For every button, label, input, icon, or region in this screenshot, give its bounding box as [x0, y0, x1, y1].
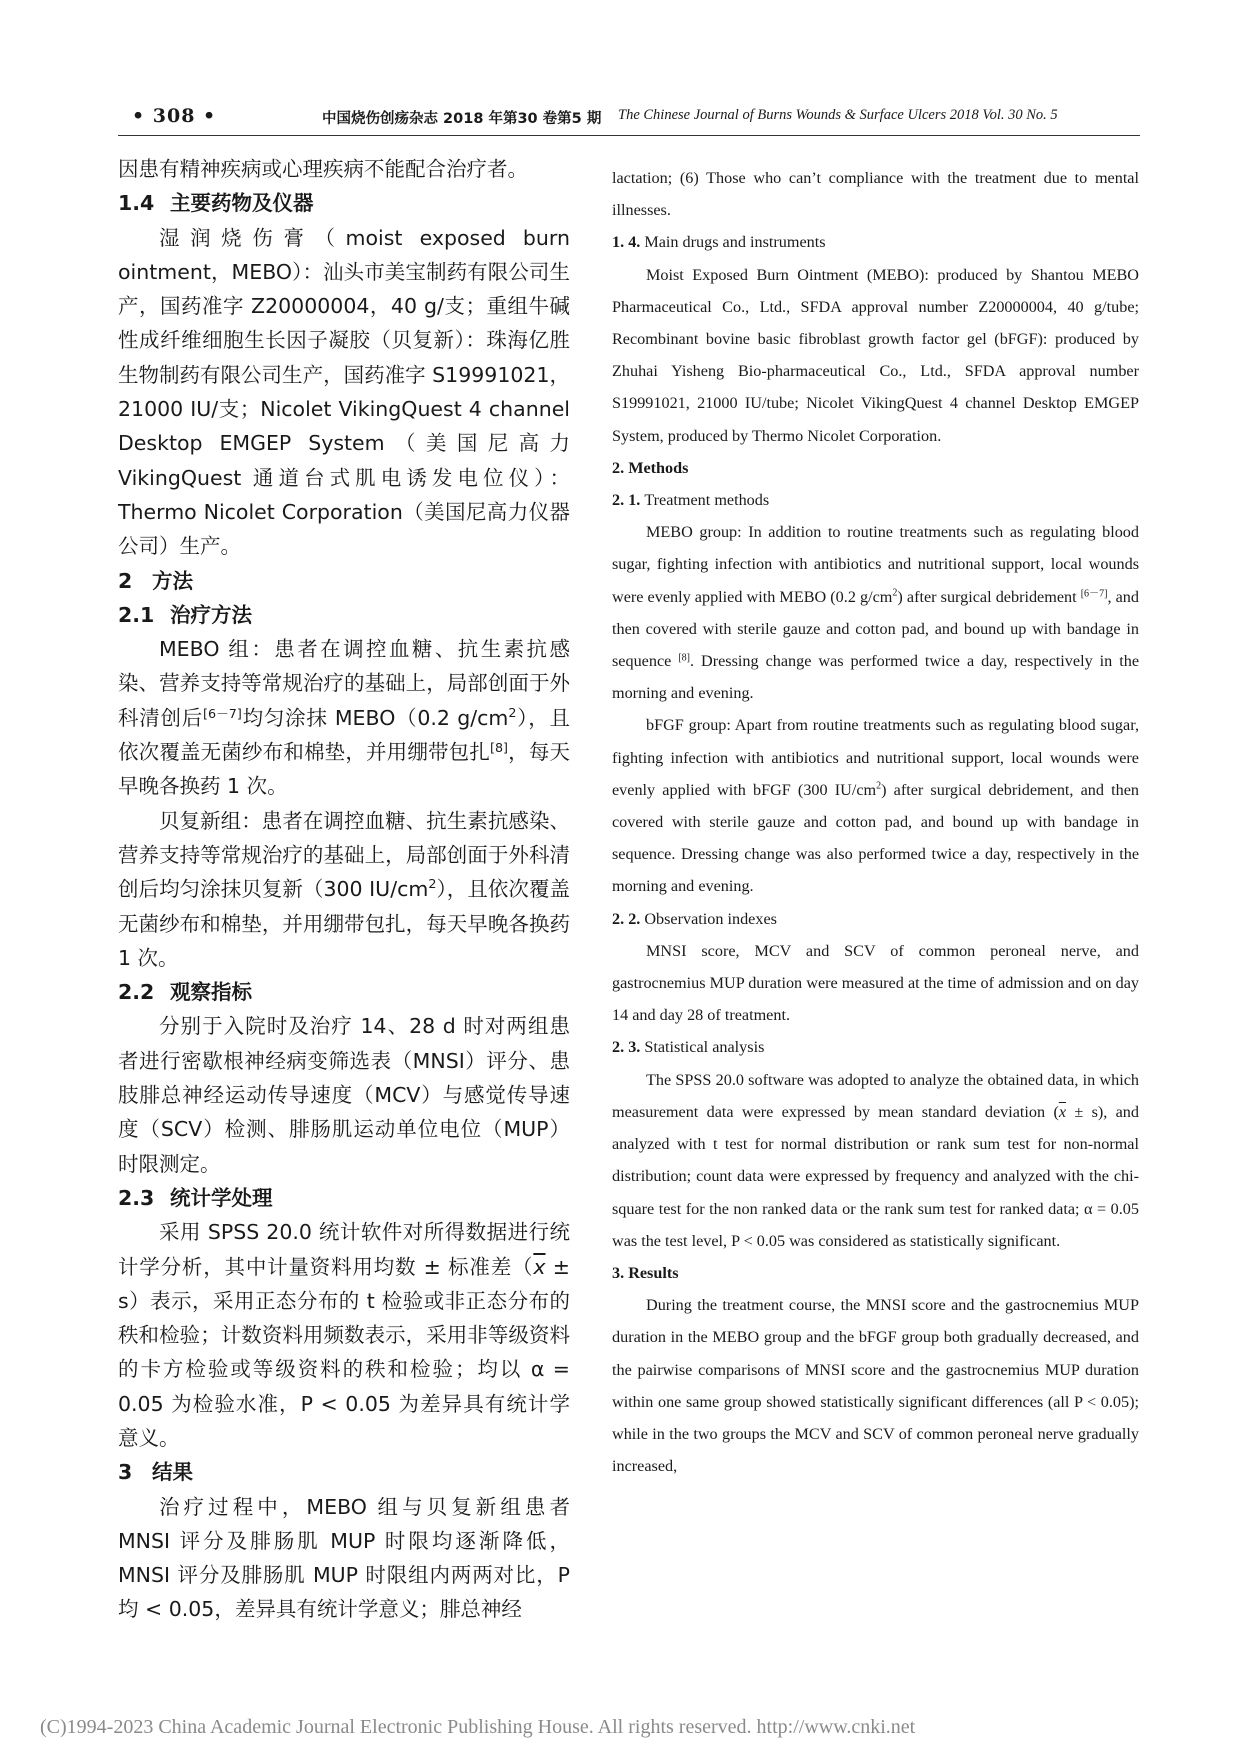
drugs-paragraph: Moist Exposed Burn Ointment (MEBO): produced by Shantou MEBO Pharmaceutical Co., Ltd., SFDA approval number Z20000004, 40 g/tube; Recombinant bovine basic fibroblast growth factor gel (bFGF): produced by Zhuhai Yisheng Bio-pharmaceutical Co., Ltd., SFDA approval number S19991021, 21000 IU/tube; Nicolet VikingQuest 4 channel Desktop EMGEP System, produced by Thermo Nicolet Corporation. — [612, 265, 1139, 445]
section-heading-2-3 — [612, 1031, 1139, 1063]
mebo-group-paragraph — [118, 632, 570, 803]
copyright-footer: (C)1994-2023 China Academic Journal Electronic Publishing House. All rights reserved. http://www.cnki.net — [40, 1716, 916, 1738]
section-heading-2-1 — [612, 484, 1139, 516]
citation: [8] — [678, 652, 691, 664]
superscript: 2 — [876, 780, 882, 792]
section-number: 2.3 — [118, 1185, 155, 1210]
observation-paragraph: 分别于入院时及治疗 14、28 d 时对两组患者进行密歇根神经病变筛选表（MNSI）评分、患肢腓总神经运动传导速度（MCV）与感觉传导速度（SCV）检测、腓肠肌运动单位电位（MUP）时限测定。 — [118, 1014, 570, 1176]
section-heading-2-3 — [118, 1181, 570, 1215]
citation: [8] — [490, 740, 508, 756]
text-run: ，每天早晚各换药 1 次。 — [118, 740, 570, 799]
chinese-column — [118, 152, 570, 1627]
section-title: Treatment methods — [644, 491, 770, 510]
mean-symbol: $\overline{x}$ — [533, 1254, 546, 1279]
section-title: 方法 — [152, 568, 193, 593]
superscript: 2 — [508, 704, 517, 720]
section-title: 统计学处理 — [170, 1185, 273, 1210]
page-number: • 308 • — [132, 105, 217, 127]
section-number: 2. 3. — [612, 1038, 641, 1057]
text-run: ），且依次覆盖无菌纱布和棉垫，并用绷带包扎 — [118, 705, 571, 765]
exclusion-criteria-end: 因患有精神疾病或心理疾病不能配合治疗者。 — [118, 157, 528, 181]
section-number: 2.1 — [118, 602, 155, 627]
section-title: Main drugs and instruments — [644, 233, 826, 252]
text-run: ) after surgical debridement, and then covered with sterile gauze and cotton pad, and bound up with bandage in sequence. Dressing change was also performed twice a day, respectively in the morning and evening. — [612, 780, 1139, 896]
section-heading-1-4 — [612, 226, 1139, 258]
section-number: 1. 4. — [612, 233, 641, 252]
text-run: , and then covered with sterile gauze and cotton pad, and bound up with bandage in sequence — [612, 587, 1139, 671]
results-paragraph: 治疗过程中，MEBO 组与贝复新组患者 MNSI 评分及腓肠肌 MUP 时限均逐渐降低，MNSI 评分及腓肠肌 MUP 时限组内两两对比，P 均 < 0.05，差异具有统计学意义；腓总神经 — [118, 1494, 570, 1622]
section-number: 3 — [118, 1460, 133, 1485]
exclusion-criteria-end: lactation; (6) Those who can’t compliance with the treatment due to mental illnesses. — [612, 169, 1139, 220]
observation-paragraph: MNSI score, MCV and SCV of common peroneal nerve, and gastrocnemius MUP duration were measured at the time of admission and on day 14 and day 28 of treatment. — [612, 941, 1139, 1025]
section-title: 结果 — [152, 1460, 193, 1485]
superscript: 2 — [892, 587, 898, 599]
mean-symbol: $\overline{x}$ — [1058, 1102, 1067, 1121]
text-run: ) after surgical debridement — [897, 587, 1081, 606]
text-run: The SPSS 20.0 software was adopted to analyze the obtained data, in which measurement data were expressed by mean standard deviation ( — [612, 1070, 1139, 1121]
section-heading-2: 2. Methods — [612, 458, 689, 477]
section-title: 治疗方法 — [170, 602, 252, 627]
section-heading-3: 3. Results — [612, 1263, 679, 1282]
section-number: 2. 2. — [612, 909, 641, 928]
bfgf-group-paragraph — [118, 804, 570, 975]
section-heading-2-2 — [612, 903, 1139, 935]
text-run: MEBO group: In addition to routine treatments such as regulating blood sugar, fighting infection with antibiotics and nutritional support, local wounds were evenly applied with MEBO (0.2 g/cm — [612, 523, 1139, 606]
english-column — [612, 162, 1139, 1482]
section-title: Observation indexes — [644, 909, 777, 928]
mebo-group-paragraph — [612, 516, 1139, 709]
bfgf-group-paragraph — [612, 709, 1139, 902]
section-title: 主要药物及仪器 — [170, 191, 314, 216]
drugs-paragraph: 湿润烧伤膏（moist exposed burn ointment，MEBO）：汕头市美宝制药有限公司生产，国药准字 Z20000004，40 g/支；重组牛碱性成纤维细胞生长因子凝胶（贝复新）：珠海亿胜生物制药有限公司生产，国药准字 S19991021，21000 IU/支；Nicolet VikingQuest 4 channel Desktop EMGEP System（美国尼高力 VikingQuest 通道台式肌电诱发电位仪）：Thermo Nicolet Corporation（美国尼高力仪器公司）生产。 — [118, 225, 570, 559]
statistics-paragraph — [118, 1215, 570, 1455]
section-heading-3 — [118, 1455, 570, 1489]
section-title: 观察指标 — [170, 980, 252, 1005]
citation: [6－7] — [203, 705, 242, 721]
text-run: 均匀涂抹 MEBO（0.2 g/cm — [241, 705, 509, 730]
text-run: ± s）表示，采用正态分布的 t 检验或非正态分布的秩和检验；计数资料用频数表示，采用非等级资料的卡方检验或等级资料的秩和检验；均以 α = 0.05 为检验水准，P < 0.05 为差异具有统计学意义。 — [118, 1254, 570, 1450]
statistics-paragraph — [612, 1064, 1139, 1257]
journal-title-cn: 中国烧伤创疡杂志 2018 年第30 卷第5 期 — [322, 111, 602, 127]
text-run: MEBO 组：患者在调控血糖、抗生素抗感染、营养支持等常规治疗的基础上，局部创面于外科清创后 — [118, 637, 570, 730]
superscript: 2 — [428, 876, 437, 892]
results-paragraph: During the treatment course, the MNSI score and the gastrocnemius MUP duration in the MEBO group and the bFGF group both gradually decreased, and the pairwise comparisons of MNSI score and the gastrocnemius MUP duration within one same group showed statistically significant differences (all P < 0.05); while in the two groups the MCV and SCV of common peroneal nerve gradually increased, — [612, 1296, 1139, 1476]
section-number: 1.4 — [118, 191, 155, 216]
section-heading-1-4 — [118, 186, 570, 220]
journal-title-en: The Chinese Journal of Burns Wounds & Surface Ulcers 2018 Vol. 30 No. 5 — [618, 107, 1058, 123]
text-run: 采用 SPSS 20.0 统计软件对所得数据进行统计学分析，其中计量资料用均数 ± 标准差（ — [118, 1220, 570, 1279]
section-title: Statistical analysis — [644, 1038, 765, 1057]
running-header — [118, 105, 1140, 136]
section-number: 2.2 — [118, 980, 155, 1005]
text-run: . Dressing change was performed twice a day, respectively in the morning and evening. — [612, 652, 1139, 703]
text-run: ），且依次覆盖无菌纱布和棉垫，并用绷带包扎，每天早晚各换药 1 次。 — [118, 877, 571, 970]
section-number: 2 — [118, 568, 133, 593]
section-number: 2. 1. — [612, 491, 641, 510]
section-heading-2 — [118, 564, 570, 598]
section-heading-2-2 — [118, 975, 570, 1009]
section-heading-2-1 — [118, 598, 570, 632]
text-run: 贝复新组：患者在调控血糖、抗生素抗感染、营养支持等常规治疗的基础上，局部创面于外科清创后均匀涂抹贝复新（300 IU/cm — [118, 808, 570, 902]
citation: [6－7] — [1080, 588, 1108, 600]
text-run: ± s), and analyzed with t test for normal distribution or rank sum test for non-normal distribution; count data were expressed by frequency and analyzed with the chi-square test for the non ranked data or the rank sum test for ranked data; α = 0.05 was the test level, P < 0.05 was considered as statistically significant. — [612, 1102, 1139, 1250]
text-run: bFGF group: Apart from routine treatments such as regulating blood sugar, fighting infection with antibiotics and nutritional support, local wounds were evenly applied with bFGF (300 IU/cm — [612, 716, 1139, 799]
